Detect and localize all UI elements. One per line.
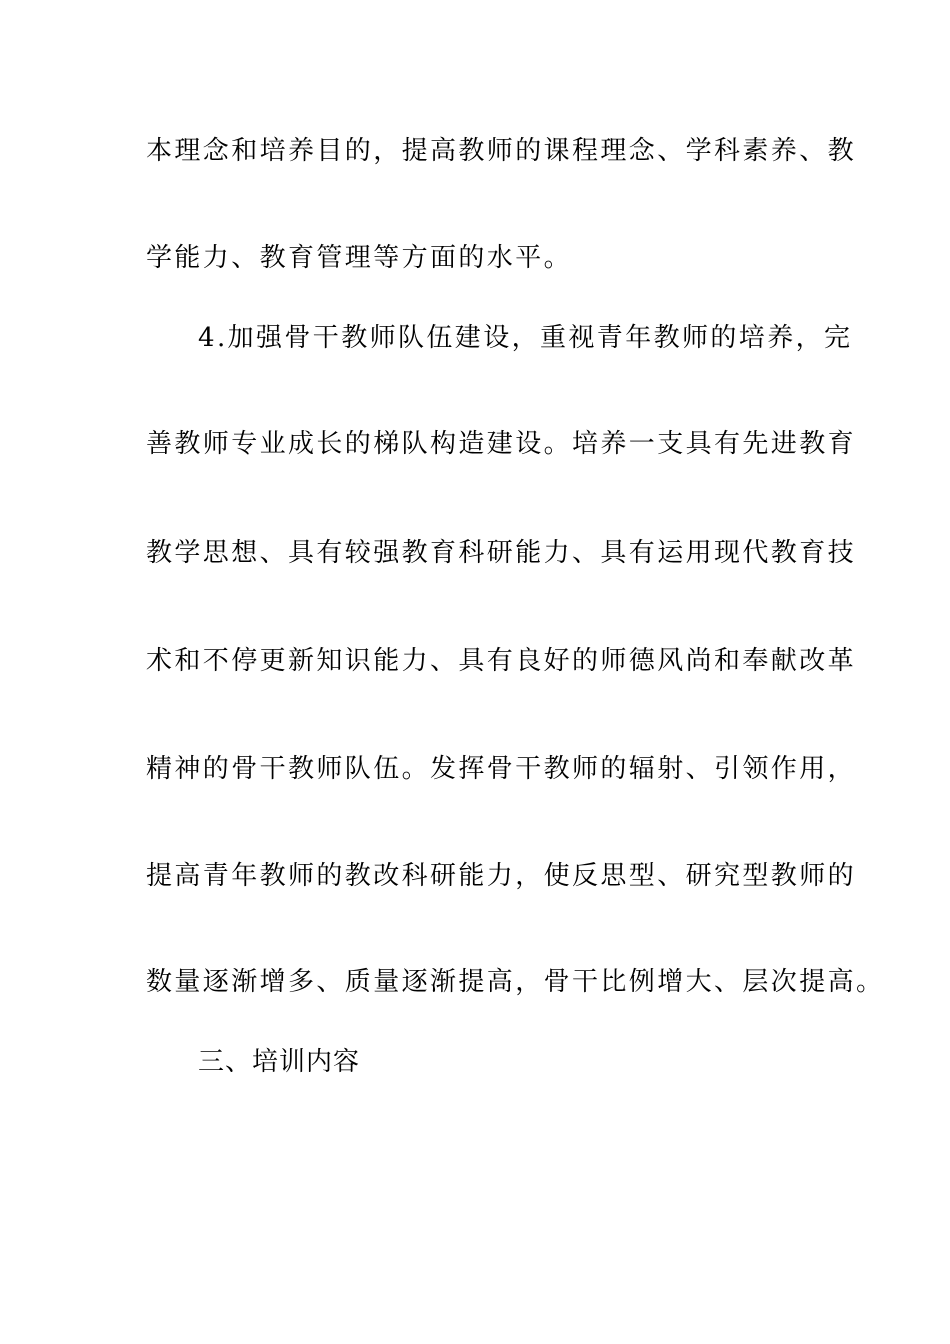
section-heading: 三、培训内容 (198, 1047, 361, 1077)
paragraph-line-5: 教学思想、具有较强教育科研能力、具有运用现代教育技 (146, 538, 857, 568)
paragraph-line-3: 4.加强骨干教师队伍建设，重视青年教师的培养，完 (198, 323, 853, 353)
paragraph-line-9: 数量逐渐增多、质量逐渐提高，骨干比例增大、层次提高。 (146, 967, 885, 997)
paragraph-line-4: 善教师专业成长的梯队构造建设。培养一支具有先进教育 (146, 429, 857, 459)
paragraph-line-2: 学能力、教育管理等方面的水平。 (146, 243, 573, 273)
paragraph-line-1: 本理念和培养目的，提高教师的课程理念、学科素养、教 (146, 136, 857, 166)
paragraph-line-6: 术和不停更新知识能力、具有良好的师德风尚和奉献改革 (146, 646, 857, 676)
paragraph-line-7: 精神的骨干教师队伍。发挥骨干教师的辐射、引领作用， (146, 754, 857, 784)
paragraph-line-8: 提高青年教师的教改科研能力，使反思型、研究型教师的 (146, 861, 857, 891)
